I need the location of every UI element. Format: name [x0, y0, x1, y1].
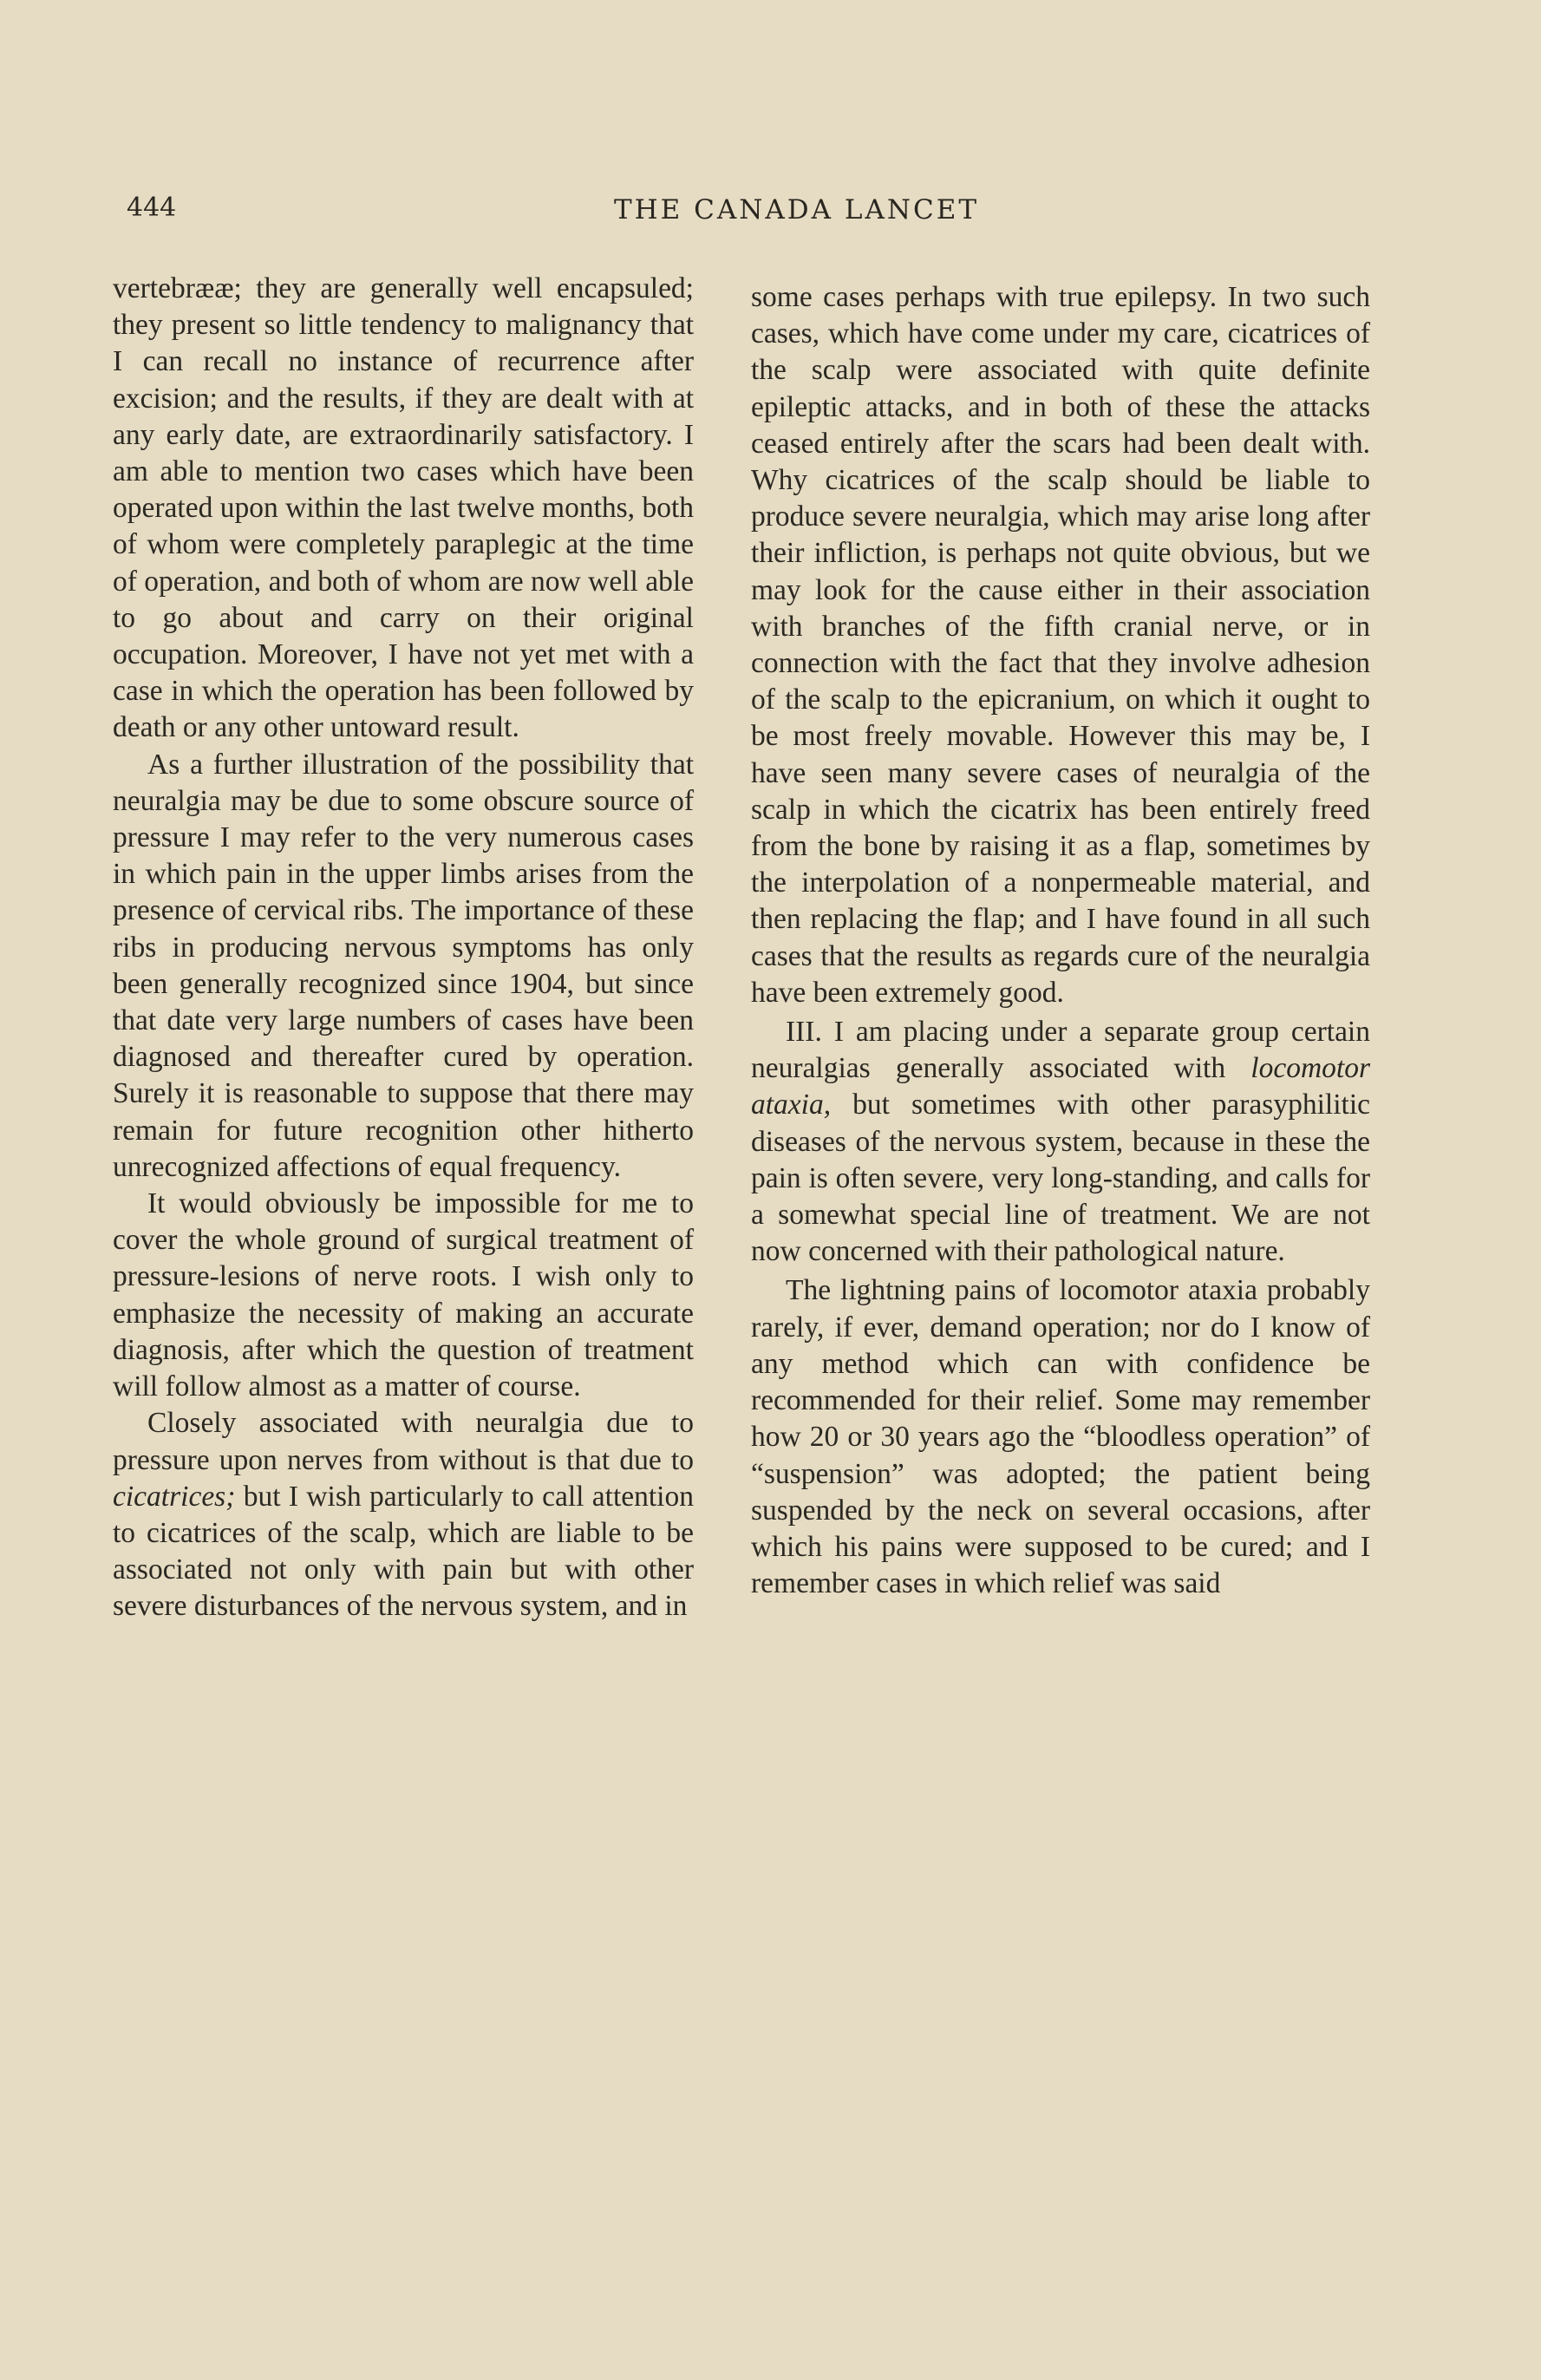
- right-paragraph-2-start: III. I am placing under a separate group certain neuralgias generally associated with: [751, 1016, 1370, 1085]
- left-paragraph-4-start: Closely associated with neuralgia due to pressure upon nerves from without is that due to: [113, 1407, 694, 1476]
- left-paragraph-2: As a further illustration of the possibility that neuralgia may be due to some obscure source of pressure I may refer to the very numerous cases in which pain in the upper limbs arises from the presence of cervical ribs. The importance of these ribs in producing nervous symptoms has only been generally recognized since 1904, but since that date very large numbers of cases have been diagnosed and thereafter cured by operation. Surely it is reasonable to suppose that there may remain for future recognition other hitherto unrecognized affections of equal frequency.: [113, 748, 694, 1183]
- left-paragraph-1: vertebrææ; they are generally well encapsuled; they present so little tendency to malignancy that I can recall no instance of recurrence after excision; and the results, if they are dealt with at any early date, are extraordinarily satisfactory. I am able to mention two cases which have been operated upon within the last twelve months, both of whom were completely paraplegic at the time of operation, and both of whom are now well able to go about and carry on their original occupation. Moreover, I have not yet met with a case in which the operation has been followed by death or any other untoward result.: [113, 272, 694, 744]
- left-paragraph-4-emphasis: cicatrices;: [113, 1480, 236, 1513]
- right-paragraph-3: The lightning pains of locomotor ataxia probably rarely, if ever, demand operation; nor do I know of any method which can with confidence be recommended for their relief. Some may remember how 20 or 30 years ago the “bloodless operation” of “suspension” was adopted; the patient being suspended by the neck on several occasions, after which his pains were supposed to be cured; and I remember cases in which relief was said: [751, 1274, 1370, 1600]
- left-paragraph-4: [113, 1405, 694, 1625]
- page-number: 444: [127, 193, 177, 223]
- right-paragraph-2: [751, 1014, 1370, 1270]
- right-paragraph-1: some cases perhaps with true epilepsy. In two such cases, which have come under my care, cicatrices of the scalp were associated with quite definite epileptic attacks, and in both of these the attacks ceased entirely after the scars had been dealt with. Why cicatrices of the scalp should be liable to produce severe neuralgia, which may arise long after their infliction, is perhaps not quite obvious, but we may look for the cause either in their association with branches of the fifth cranial nerve, or in connection with the fact that they involve adhesion of the scalp to the epicranium, on which it ought to be most freely movable. However this may be, I have seen many severe cases of neuralgia of the scalp in which the cicatrix has been entirely freed from the bone by raising it as a flap, sometimes by the interpolation of a nonpermeable material, and then replacing the flap; and I have found in all such cases that the results as regards cure of the neuralgia have been extremely good.: [751, 281, 1370, 1009]
- running-title: THE CANADA LANCET: [613, 194, 980, 226]
- left-paragraph-4-end: but I wish particularly to call attention to cicatrices of the scalp, which are liable to be associated not only with pain but with other severe disturbances of the nervous system, and in: [113, 1480, 694, 1623]
- left-paragraph-3: It would obviously be impossible for me to cover the whole ground of surgical treatment of pressure-lesions of nerve roots. I wish only to emphasize the necessity of making an accurate diagnosis, after which the question of treatment will follow almost as a matter of course.: [113, 1187, 694, 1403]
- right-paragraph-2-end: but sometimes with other parasyphilitic diseases of the nervous system, because in these the pain is often severe, very long-standing, and calls for a somewhat special line of treatment. We are not now concerned with their pathological nature.: [751, 1089, 1370, 1268]
- right-column: [751, 279, 1370, 1602]
- left-column: [113, 271, 694, 1625]
- right-paragraph-2-emphasis: locomotor ataxia,: [751, 1052, 1370, 1121]
